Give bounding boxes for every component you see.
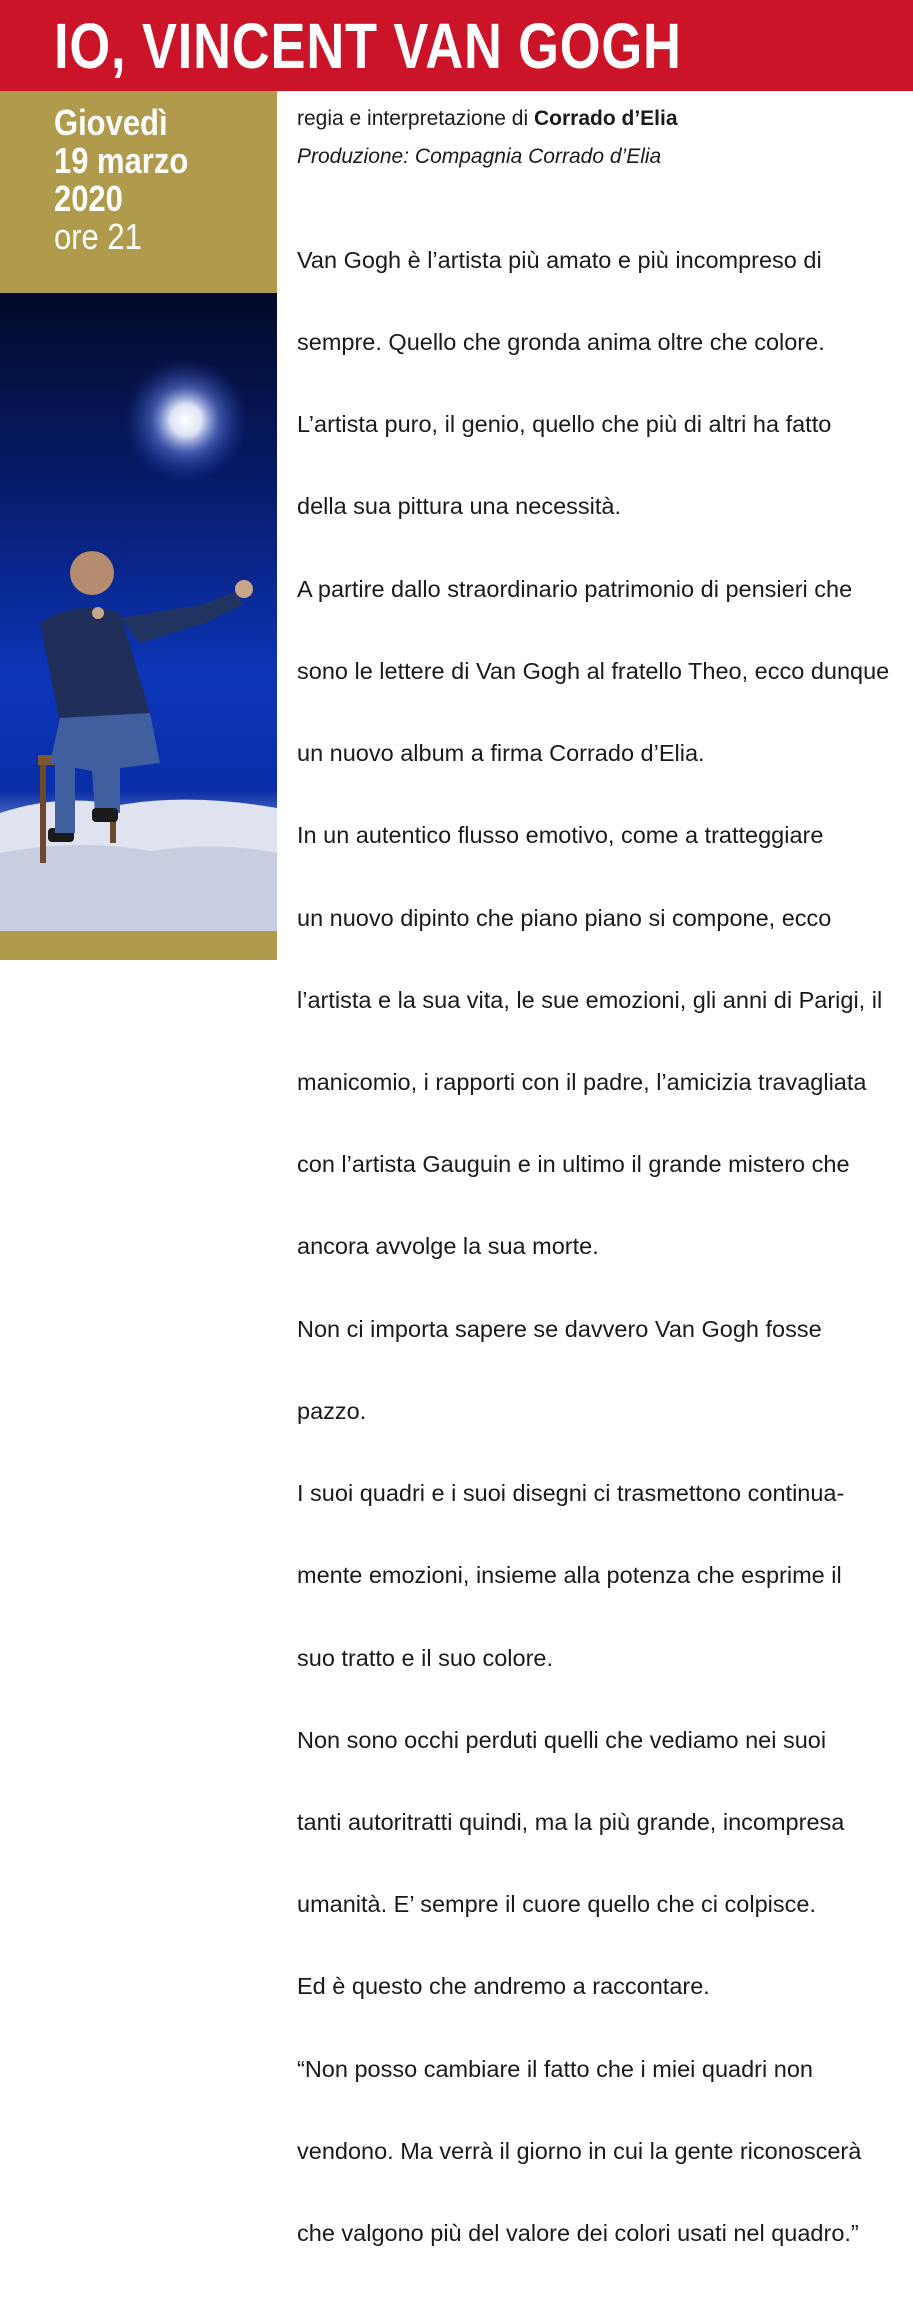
- page-title: IO, VINCENT VAN GOGH: [54, 10, 682, 82]
- body-line: umanità. E’ sempre il cuore quello che ci colpisce.: [297, 1891, 816, 1918]
- body-line: ancora avvolge la sua morte.: [297, 1233, 599, 1260]
- body-line: pazzo.: [297, 1397, 367, 1424]
- direction-credit: regia e interpretazione di Corrado d’Elia: [297, 107, 678, 130]
- event-description: [297, 105, 907, 2302]
- event-day: Giovedì: [54, 102, 168, 143]
- body-line: Ed è questo che andremo a raccontare.: [297, 1973, 710, 2000]
- body-text: [297, 192, 907, 2302]
- body-line: Non sono occhi perduti quelli che vediamo nei suoi: [297, 1726, 827, 1753]
- body-line: un nuovo album a firma Corrado d’Elia.: [297, 740, 705, 767]
- date-block: [54, 104, 188, 256]
- body-line: con l’artista Gauguin e in ultimo il grande mistero che: [297, 1151, 850, 1178]
- body-line: mente emozioni, insieme alla potenza che esprime il: [297, 1562, 842, 1589]
- body-line: della sua pittura una necessità.: [297, 493, 621, 520]
- body-line: I suoi quadri e i suoi disegni ci trasmettono continua-: [297, 1480, 845, 1507]
- body-line: manicomio, i rapporti con il padre, l’amicizia travagliata: [297, 1069, 867, 1095]
- event-date: 19 marzo: [54, 140, 189, 181]
- title-banner: [0, 0, 913, 91]
- moon-light: [124, 358, 248, 482]
- body-line: vendono. Ma verrà il giorno in cui la gente riconoscerà: [297, 2137, 862, 2164]
- production-credit: Produzione: Compagnia Corrado d’Elia: [297, 145, 662, 168]
- body-line: l’artista e la sua vita, le sue emozioni, gli anni di Parigi, il: [297, 986, 883, 1013]
- director-name: Corrado d’Elia: [533, 107, 678, 130]
- body-line: un nuovo dipinto che piano piano si compone, ecco: [297, 904, 832, 931]
- performer-illustration: [0, 293, 277, 931]
- stage-photo: [0, 293, 277, 931]
- body-line: A partire dallo straordinario patrimonio di pensieri che: [297, 575, 853, 602]
- body-line: L’artista puro, il genio, quello che più di altri ha fatto: [297, 411, 832, 438]
- body-line: Non ci importa sapere se davvero Van Gogh fosse: [297, 1315, 822, 1342]
- body-line: sempre. Quello che gronda anima oltre che colore.: [297, 329, 825, 356]
- event-year: 2020: [54, 178, 123, 219]
- body-line: tanti autoritratti quindi, ma la più grande, incompresa: [297, 1808, 845, 1835]
- event-time: ore 21: [54, 216, 142, 257]
- body-line: sono le lettere di Van Gogh al fratello Theo, ecco dunque: [297, 657, 890, 684]
- body-line: che valgono più del valore dei colori usati nel quadro.”: [297, 2220, 859, 2247]
- body-line: suo tratto e il suo colore.: [297, 1644, 554, 1671]
- body-line: In un autentico flusso emotivo, come a tratteggiare: [297, 822, 824, 849]
- body-line: Van Gogh è l’artista più amato e più incompreso di: [297, 246, 822, 273]
- body-line: “Non posso cambiare il fatto che i miei quadri non: [297, 2055, 813, 2082]
